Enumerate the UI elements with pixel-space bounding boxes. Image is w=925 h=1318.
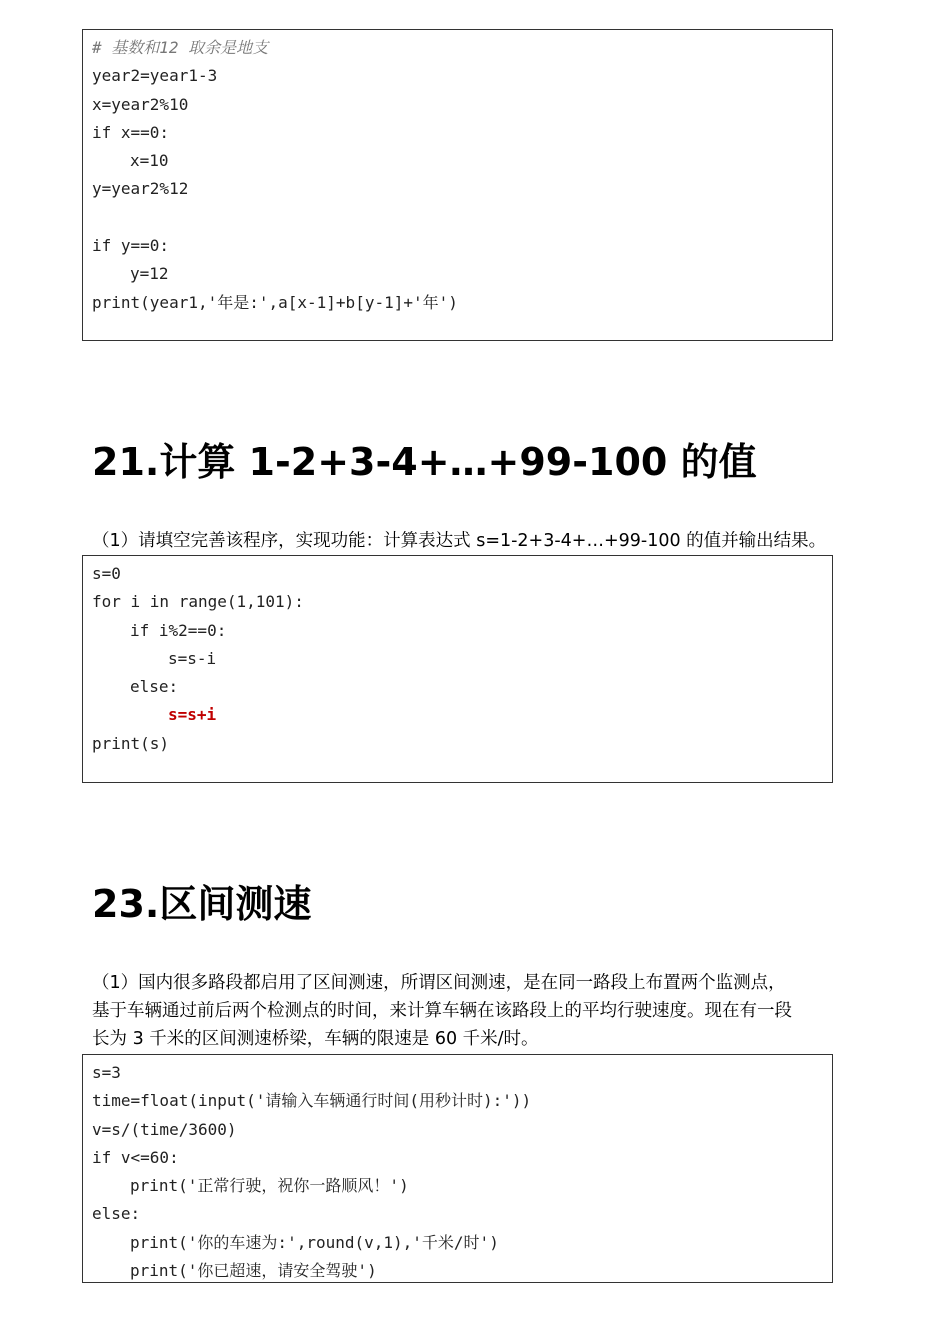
code-line: y=year2%12 [92, 179, 189, 199]
code-block-zodiac [82, 29, 833, 341]
question-line: 长为 3 千米的区间测速桥梁，车辆的限速是 60 千米/时。 [92, 1029, 539, 1049]
code-line [92, 204, 832, 232]
section-23-heading: 23.区间测速 [92, 882, 312, 926]
code-line: x=year2%10 [92, 94, 189, 114]
code-line: if i%2==0: [130, 620, 227, 640]
section-21-heading: 21.计算 1-2+3-4+…+99-100 的值 [92, 440, 757, 484]
code-line: y=12 [130, 264, 169, 284]
code-line: s=0 [92, 564, 121, 583]
code-line: print('你已超速，请安全驾驶') [130, 1261, 377, 1281]
code-line: for i in range(1,101): [92, 592, 304, 612]
code-line: s=s+i [168, 705, 217, 725]
section-21-question [92, 527, 852, 555]
code-line: else: [130, 677, 179, 697]
code-line: s=s-i [168, 648, 217, 668]
code-line: s=3 [92, 1063, 121, 1082]
question-line: （1）国内很多路段都启用了区间测速，所谓区间测速，是在同一路段上布置两个监测点， [92, 973, 786, 993]
code-line: print(year1,'年是:',a[x-1]+b[y-1]+'年') [92, 292, 458, 312]
code-block-speed [82, 1054, 833, 1283]
code-line: time=float(input('请输入车辆通行时间(用秒计时):')) [92, 1091, 532, 1111]
code-line: else: [92, 1204, 141, 1224]
code-line: if x==0: [92, 122, 170, 142]
code-line: print('正常行驶，祝你一路顺风！') [130, 1176, 409, 1196]
section-23-question [92, 969, 852, 1053]
code-line: year2=year1-3 [92, 66, 218, 86]
code-line: if y==0: [92, 236, 170, 256]
code-line: if v<=60: [92, 1147, 179, 1167]
code-line: print(s) [92, 733, 170, 753]
code-block-sum [82, 555, 833, 783]
question-line: （1）请填空完善该程序，实现功能：计算表达式 s=1-2+3-4+…+99-100 的值并输出结果。 [92, 531, 827, 551]
code-line: print('你的车速为:',round(v,1),'千米/时') [130, 1232, 499, 1252]
code-line: v=s/(time/3600) [92, 1119, 237, 1139]
code-line: x=10 [130, 151, 169, 171]
question-line: 基于车辆通过前后两个检测点的时间，来计算车辆在该路段上的平均行驶速度。现在有一段 [92, 1001, 792, 1021]
code-line: # 基数和12 取余是地支 [92, 38, 269, 57]
